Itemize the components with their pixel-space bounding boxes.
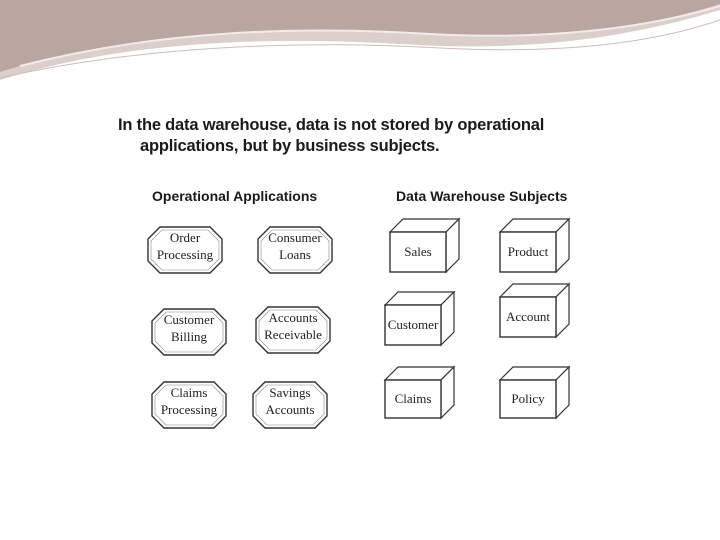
octagon-label-line: Savings	[269, 385, 311, 400]
operational-app-octagon	[256, 307, 330, 353]
cube-label: Product	[507, 244, 549, 259]
decorative-banner	[0, 0, 720, 90]
octagon-label-line: Customer	[163, 312, 215, 327]
caption-line-2: applications, but by business subjects.	[140, 137, 440, 155]
octagon-label-line: Receivable	[264, 327, 322, 342]
subject-cube	[390, 219, 459, 272]
octagon-label-line: Consumer	[268, 230, 322, 245]
operational-app-octagon	[152, 382, 226, 428]
caption-line-1: In the data warehouse, data is not stored by operational	[118, 116, 545, 134]
subject-cube	[385, 292, 454, 345]
operational-app-octagon	[258, 227, 332, 273]
cube-label: Sales	[404, 244, 432, 259]
cube-label: Policy	[511, 391, 545, 406]
subject-cube	[500, 367, 569, 418]
subject-cube	[385, 367, 454, 418]
cube-label: Customer	[387, 317, 439, 332]
octagon-label-line: Order	[169, 230, 201, 245]
octagon-label-line: Accounts	[268, 310, 318, 325]
cube-label: Account	[505, 309, 551, 324]
operational-app-octagon	[152, 309, 226, 355]
operational-app-octagon	[148, 227, 222, 273]
cube-label: Claims	[394, 391, 432, 406]
octagon-label-line: Claims	[170, 385, 208, 400]
data-warehouse-subjects-heading: Data Warehouse Subjects	[396, 188, 568, 204]
operational-app-octagon	[253, 382, 327, 428]
subject-cube	[500, 219, 569, 272]
octagon-label-line: Accounts	[265, 402, 315, 417]
octagon-label-line: Loans	[279, 247, 311, 262]
octagon-label-line: Billing	[170, 329, 208, 344]
octagon-label-line: Processing	[156, 247, 214, 262]
octagon-label-line: Processing	[160, 402, 218, 417]
operational-applications-heading: Operational Applications	[152, 188, 318, 204]
subject-cube	[500, 284, 569, 337]
